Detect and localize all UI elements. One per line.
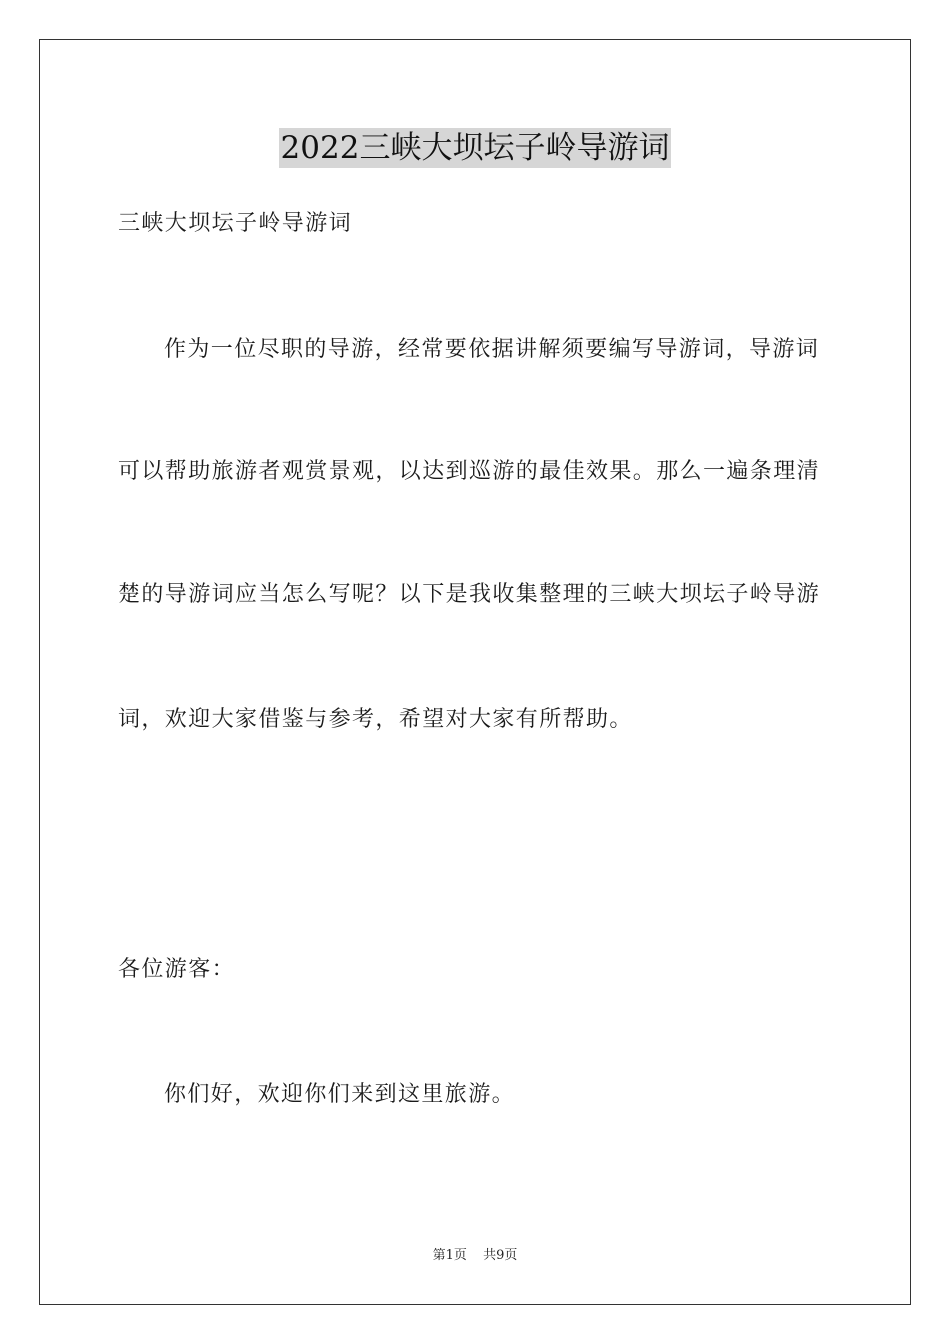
paragraph-line: 可以帮助旅游者观赏景观，以达到巡游的最佳效果。那么一遍条理清 bbox=[118, 459, 821, 484]
paragraph-line: 楚的导游词应当怎么写呢？以下是我收集整理的三峡大坝坛子岭导游 bbox=[118, 582, 821, 607]
title-container bbox=[0, 128, 950, 168]
paragraph-line: 词，欢迎大家借鉴与参考，希望对大家有所帮助。 bbox=[118, 707, 633, 732]
page-number-total: 共9页 bbox=[483, 1248, 518, 1263]
paragraph-line: 作为一位尽职的导游，经常要依据讲解须要编写导游词，导游词 bbox=[164, 337, 820, 362]
document-subtitle: 三峡大坝坛子岭导游词 bbox=[118, 211, 353, 236]
document-title: 2022三峡大坝坛子岭导游词 bbox=[280, 130, 670, 166]
welcome-line: 你们好，欢迎你们来到这里旅游。 bbox=[164, 1082, 516, 1107]
page-number-current: 第1页 bbox=[432, 1248, 467, 1263]
page-footer bbox=[0, 1247, 950, 1265]
greeting-line: 各位游客： bbox=[118, 957, 236, 982]
